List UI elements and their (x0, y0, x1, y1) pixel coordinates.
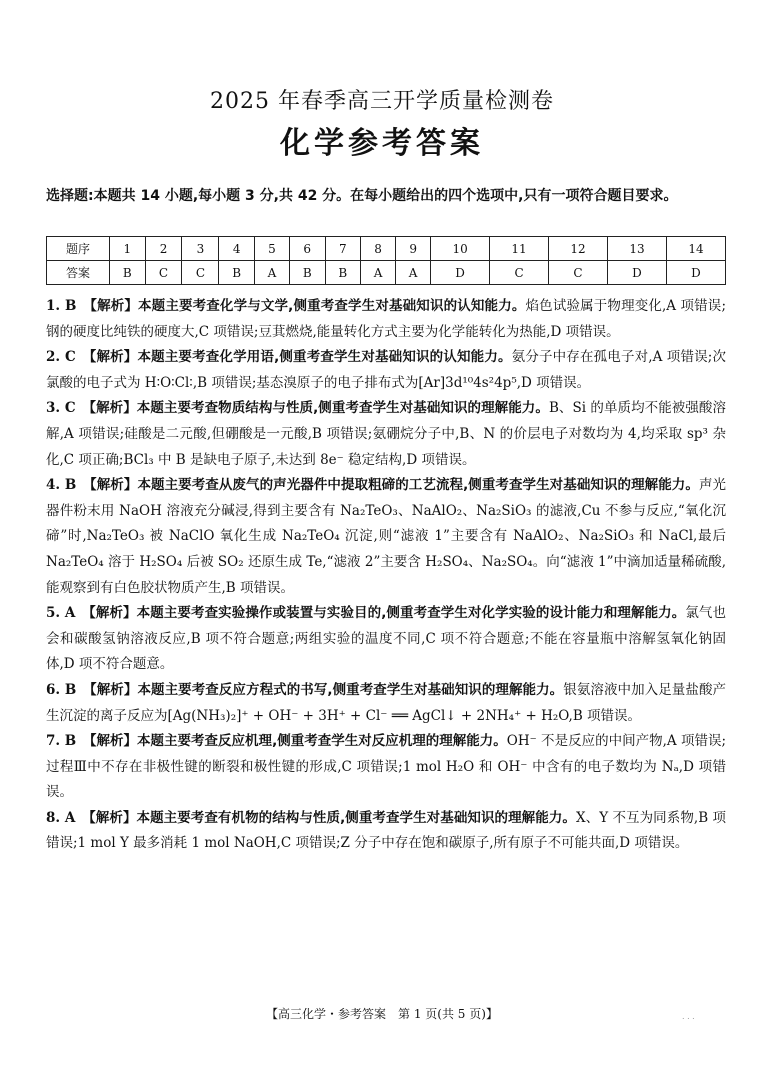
section-intro: 选择题:本题共 14 小题,每小题 3 分,共 42 分。在每小题给出的四个选项中,只有一项符合题目要求。 (46, 188, 678, 204)
explanation-item (46, 473, 726, 601)
question-number: 1 (110, 237, 146, 261)
answer-table-answer-row (47, 261, 726, 285)
question-number: 3 (182, 237, 219, 261)
item-number-answer: 1. B (46, 298, 77, 314)
explanation-item (46, 294, 726, 345)
item-summary: 本题主要考查反应机理,侧重考查学生对反应机理的理解能力。 (137, 733, 507, 750)
item-summary: 本题主要考查反应方程式的书写,侧重考查学生对基础知识的理解能力。 (137, 681, 564, 698)
document-subtitle: 化学参考答案 (280, 126, 484, 161)
item-body: 氨分子中存在孤电子对,A 项错误;次氯酸的电子式为 H∶O∶Cl∶,B 项错误;基态溴原子的电子排布式为[Ar]3d¹⁰4s²4p⁵,D 项错误。 (46, 349, 726, 391)
answer-cell: A (361, 261, 396, 285)
item-number-answer: 8. A (46, 809, 76, 826)
explanation-item (46, 396, 726, 473)
item-number-answer: 7. B (46, 733, 77, 750)
question-number: 6 (289, 237, 325, 261)
answer-table (46, 236, 726, 285)
item-number-answer: 5. A (46, 605, 76, 622)
answer-cell: C (182, 261, 219, 285)
answer-cell: C (549, 261, 608, 285)
answer-cell: D (608, 261, 667, 285)
analysis-tag: 【解析】 (89, 733, 138, 750)
item-summary: 本题主要考查从废气的声光器件中提取粗碲的工艺流程,侧重考查学生对基础知识的理解能力。 (137, 477, 699, 494)
question-number: 9 (396, 237, 431, 261)
answer-cell: B (289, 261, 325, 285)
answer-cell: B (110, 261, 146, 285)
row-label: 答案 (47, 261, 110, 285)
question-number: 7 (325, 237, 361, 261)
explanation-item (46, 806, 726, 857)
answer-cell: C (145, 261, 182, 285)
explanation-item (46, 678, 726, 729)
analysis-tag: 【解析】 (89, 681, 138, 698)
explanation-item (46, 601, 726, 678)
item-body: 声光器件粉末用 NaOH 溶液充分碱浸,得到主要含有 Na₂TeO₃、NaAlO₂、Na₂SiO₃ 的滤液,Cu 不参与反应,“氧化沉碲”时,Na₂TeO₃ 被 NaClO 氧化生成 Na₂TeO₄ 沉淀,则“滤液 1”主要含有 NaAlO₂、Na₂SiO₃ 和 NaCl,最后 Na₂TeO₄ 溶于 H₂SO₄ 后被 SO₂ 还原生成 Te,“滤液 2”主要含 H₂SO₄、Na₂SO₄。向“滤液 1”中滴加适量稀硫酸,能观察到有白色胶状物质产生,B 项错误。 (46, 477, 727, 596)
analysis-tag: 【解析】 (90, 298, 139, 314)
item-number-answer: 4. B (46, 477, 77, 494)
item-summary: 本题主要考查化学与文学,侧重考查学生对基础知识的认知能力。 (138, 298, 526, 314)
question-number: 8 (361, 237, 396, 261)
item-summary: 本题主要考查有机物的结构与性质,侧重考查学生对基础知识的理解能力。 (136, 809, 576, 826)
question-number: 4 (219, 237, 255, 261)
item-body: 焰色试验属于物理变化,A 项错误;钢的硬度比纯铁的硬度大,C 项错误;豆萁燃烧,能量转化方式主要为化学能转化为热能,D 项错误。 (46, 298, 726, 340)
item-body: 氯气也会和碳酸氢钠溶液反应,B 项不符合题意;两组实验的温度不同,C 项不符合题意;不能在容量瓶中溶解氢氧化钠固体,D 项不符合题意。 (46, 605, 727, 673)
analysis-tag: 【解析】 (89, 349, 138, 366)
item-number-answer: 3. C (46, 400, 76, 417)
item-body: B、Si 的单质均不能被强酸溶解,A 项错误;硅酸是二元酸,但硼酸是一元酸,B 项错误;氨硼烷分子中,B、N 的价层电子对数均为 4,均采取 sp³ 杂化,C 项正确;BCl₃ 中 B 是缺电子原子,未达到 8e⁻ 稳定结构,D 项错误。 (46, 400, 727, 468)
item-summary: 本题主要考查实验操作或装置与实验目的,侧重考查学生对化学实验的设计能力和理解能力。 (136, 605, 686, 622)
page-footer: 【高三化学・参考答案 第 1 页(共 5 页)】 (266, 1007, 498, 1021)
explanation-item (46, 729, 726, 806)
question-number: 13 (608, 237, 667, 261)
explanation-item (46, 345, 726, 396)
question-number: 14 (666, 237, 725, 261)
answer-cell: C (490, 261, 549, 285)
item-body: 银氨溶液中加入足量盐酸产生沉淀的离子反应为[Ag(NH₃)₂]⁺ + OH⁻ + 3H⁺ + Cl⁻ ══ AgCl↓ + 2NH₄⁺ + H₂O,B 项错误。 (46, 681, 727, 724)
analysis-tag: 【解析】 (89, 605, 137, 622)
item-number-answer: 2. C (46, 349, 76, 366)
question-number: 2 (145, 237, 182, 261)
question-number: 11 (490, 237, 549, 261)
item-number-answer: 6. B (46, 681, 77, 698)
question-number: 10 (431, 237, 490, 261)
question-number: 12 (549, 237, 608, 261)
item-body: X、Y 不互为同系物,B 项错误;1 mol Y 最多消耗 1 mol NaOH,C 项错误;Z 分子中存在饱和碳原子,所有原子不可能共面,D 项错误。 (46, 809, 726, 852)
item-body: OH⁻ 不是反应的中间产物,A 项错误;过程Ⅲ中不存在非极性键的断裂和极性键的形成,C 项错误;1 mol H₂O 和 OH⁻ 中含有的电子数均为 Nₐ,D 项错误。 (46, 733, 727, 801)
analysis-tag: 【解析】 (88, 809, 137, 826)
corner-mark: . . . (682, 1012, 695, 1021)
item-summary: 本题主要考查化学用语,侧重考查学生对基础知识的认知能力。 (137, 349, 512, 366)
analysis-tag: 【解析】 (89, 400, 137, 417)
answer-cell: B (219, 261, 255, 285)
explanations-list (46, 294, 726, 857)
answer-cell: D (431, 261, 490, 285)
item-summary: 本题主要考查物质结构与性质,侧重考查学生对基础知识的理解能力。 (136, 400, 549, 417)
analysis-tag: 【解析】 (89, 477, 138, 494)
answer-table-number-row (47, 237, 726, 261)
answer-cell: A (254, 261, 289, 285)
answer-cell: A (396, 261, 431, 285)
answer-cell: D (666, 261, 725, 285)
answer-cell: B (325, 261, 361, 285)
row-label: 题序 (47, 237, 110, 261)
question-number: 5 (254, 237, 289, 261)
document-title: 2025 年春季高三开学质量检测卷 (210, 89, 554, 114)
